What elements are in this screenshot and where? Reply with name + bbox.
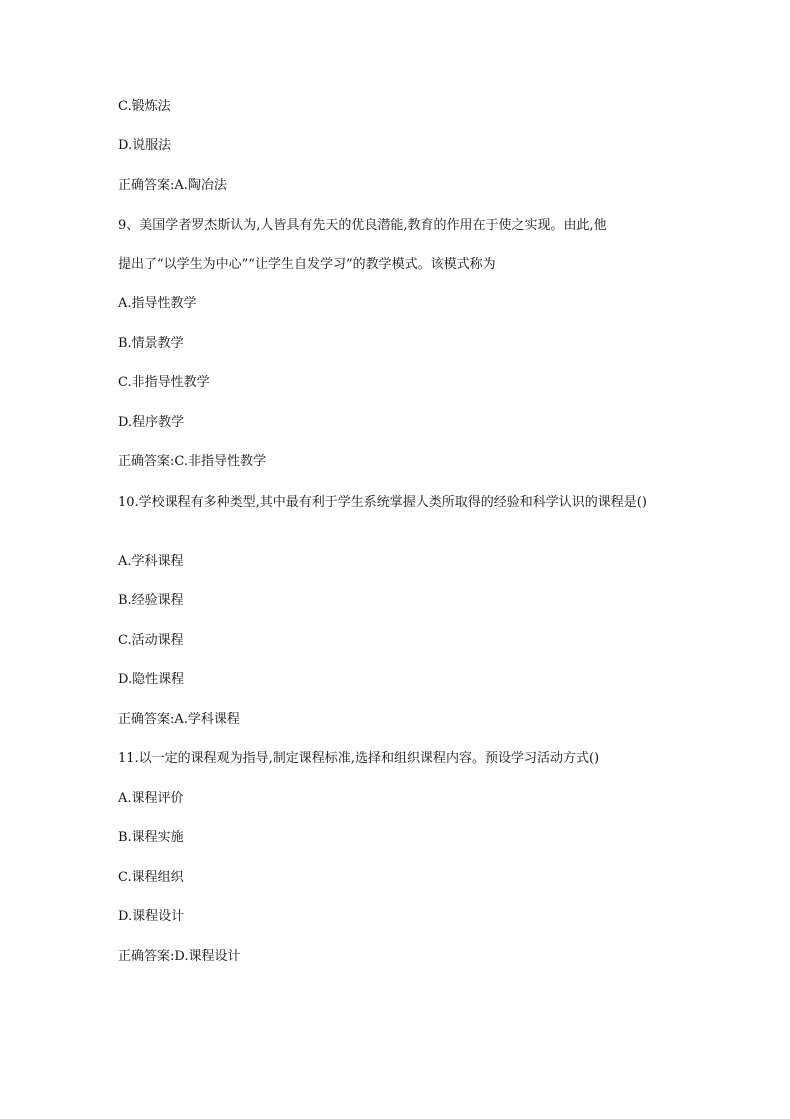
- q10-option-d: D.隐性课程: [118, 672, 185, 687]
- q9-option-d: D.程序教学: [118, 415, 185, 430]
- q11-option-b: B.课程实施: [118, 830, 184, 845]
- q11-option-c: C.课程组织: [118, 870, 184, 885]
- q10-answer: 正确答案:A.学科课程: [118, 712, 240, 727]
- q10-option-c: C.活动课程: [118, 633, 184, 648]
- q8-answer: 正确答案:A.陶冶法: [118, 178, 227, 193]
- q9-stem-line1: 9、美国学者罗杰斯认为,人皆具有先天的优良潜能,教育的作用在于使之实现。由此,他: [118, 218, 607, 233]
- q9-answer: 正确答案:C.非指导性教学: [118, 454, 266, 469]
- q10-option-a: A.学科课程: [118, 554, 184, 569]
- q11-option-a: A.课程评价: [118, 791, 184, 806]
- q8-option-d: D.说服法: [118, 138, 172, 153]
- q10-option-b: B.经验课程: [118, 593, 184, 608]
- q9-option-b: B.情景教学: [118, 336, 184, 351]
- q8-option-c: C.锻炼法: [118, 99, 171, 114]
- q10-stem: 10.学校课程有多种类型,其中最有利于学生系统掌握人类所取得的经验和科学认识的课程是(): [118, 495, 647, 510]
- q9-option-c: C.非指导性教学: [118, 375, 210, 390]
- q9-stem-line2: 提出了“以学生为中心”“让学生自发学习”的教学模式。该模式称为: [118, 257, 496, 272]
- q11-option-d: D.课程设计: [118, 909, 185, 924]
- q11-answer: 正确答案:D.课程设计: [118, 949, 241, 964]
- q9-option-a: A.指导性教学: [118, 296, 197, 311]
- q11-stem: 11.以一定的课程观为指导,制定课程标准,选择和组织课程内容。预设学习活动方式(): [118, 751, 600, 766]
